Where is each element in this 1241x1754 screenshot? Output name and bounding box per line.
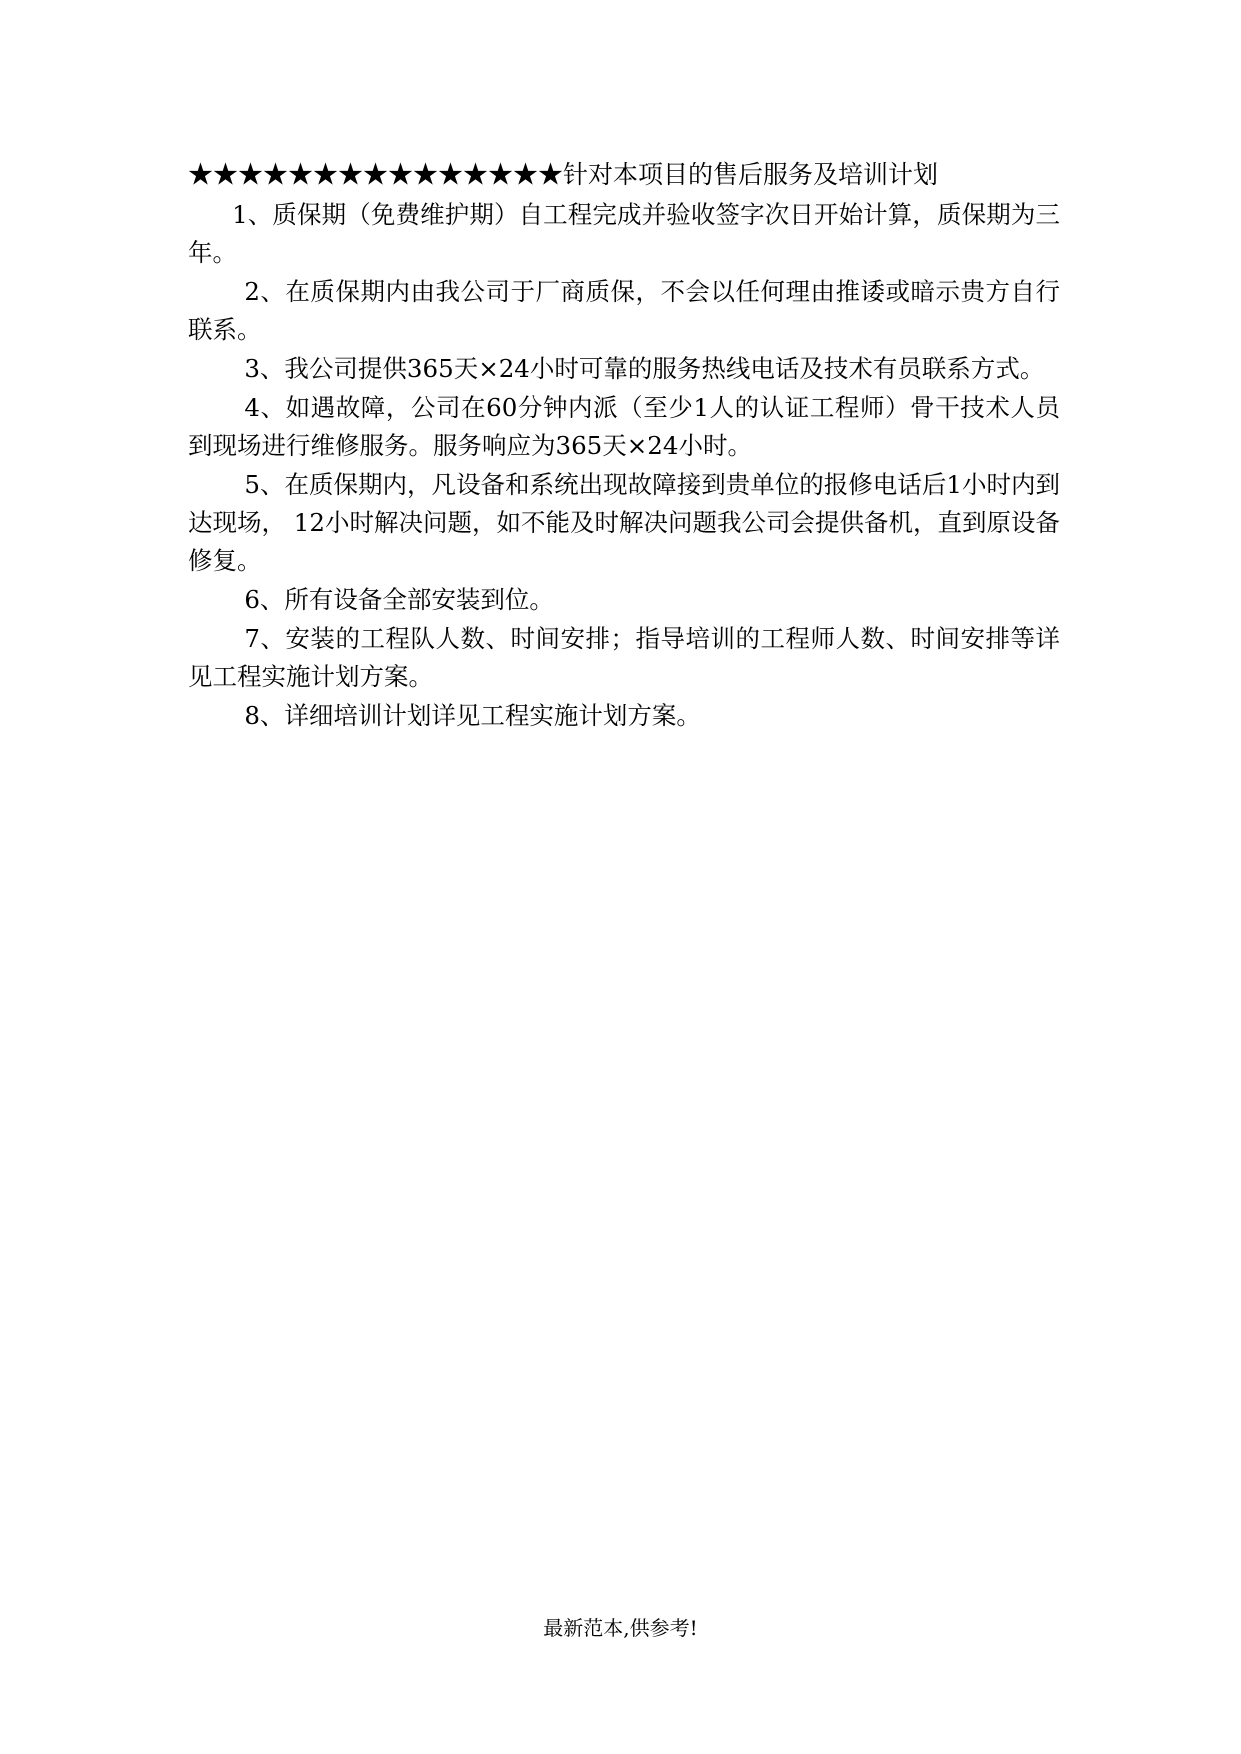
paragraph-2: 2、在质保期内由我公司于厂商质保，不会以任何理由推诿或暗示贵方自行联系。 [188,277,1060,344]
paragraph-6: 6、所有设备全部安装到位。 [244,585,554,614]
document-heading: ★★★★★★★★★★★★★★★针对本项目的售后服务及培训计划 [188,160,939,189]
paragraph-3: 3、我公司提供365天×24小时可靠的服务热线电话及技术有员联系方式。 [244,354,1045,383]
paragraph-8: 8、详细培训计划详见工程实施计划方案。 [244,701,701,730]
page-footer: 最新范本,供参考! [543,1616,698,1640]
document-body [188,156,1060,736]
paragraph-7: 7、安装的工程队人数、时间安排；指导培训的工程师人数、时间安排等详见工程实施计划方案。 [188,624,1060,691]
paragraph-1: 1、质保期（免费维护期）自工程完成并验收签字次日开始计算，质保期为三年。 [188,200,1060,267]
paragraph-5: 5、在质保期内，凡设备和系统出现故障接到贵单位的报修电话后1小时内到达现场， 12小时解决问题，如不能及时解决问题我公司会提供备机，直到原设备修复。 [188,470,1060,575]
paragraph-4: 4、如遇故障，公司在60分钟内派（至少1人的认证工程师）骨干技术人员到现场进行维修服务。服务响应为365天×24小时。 [188,393,1060,460]
